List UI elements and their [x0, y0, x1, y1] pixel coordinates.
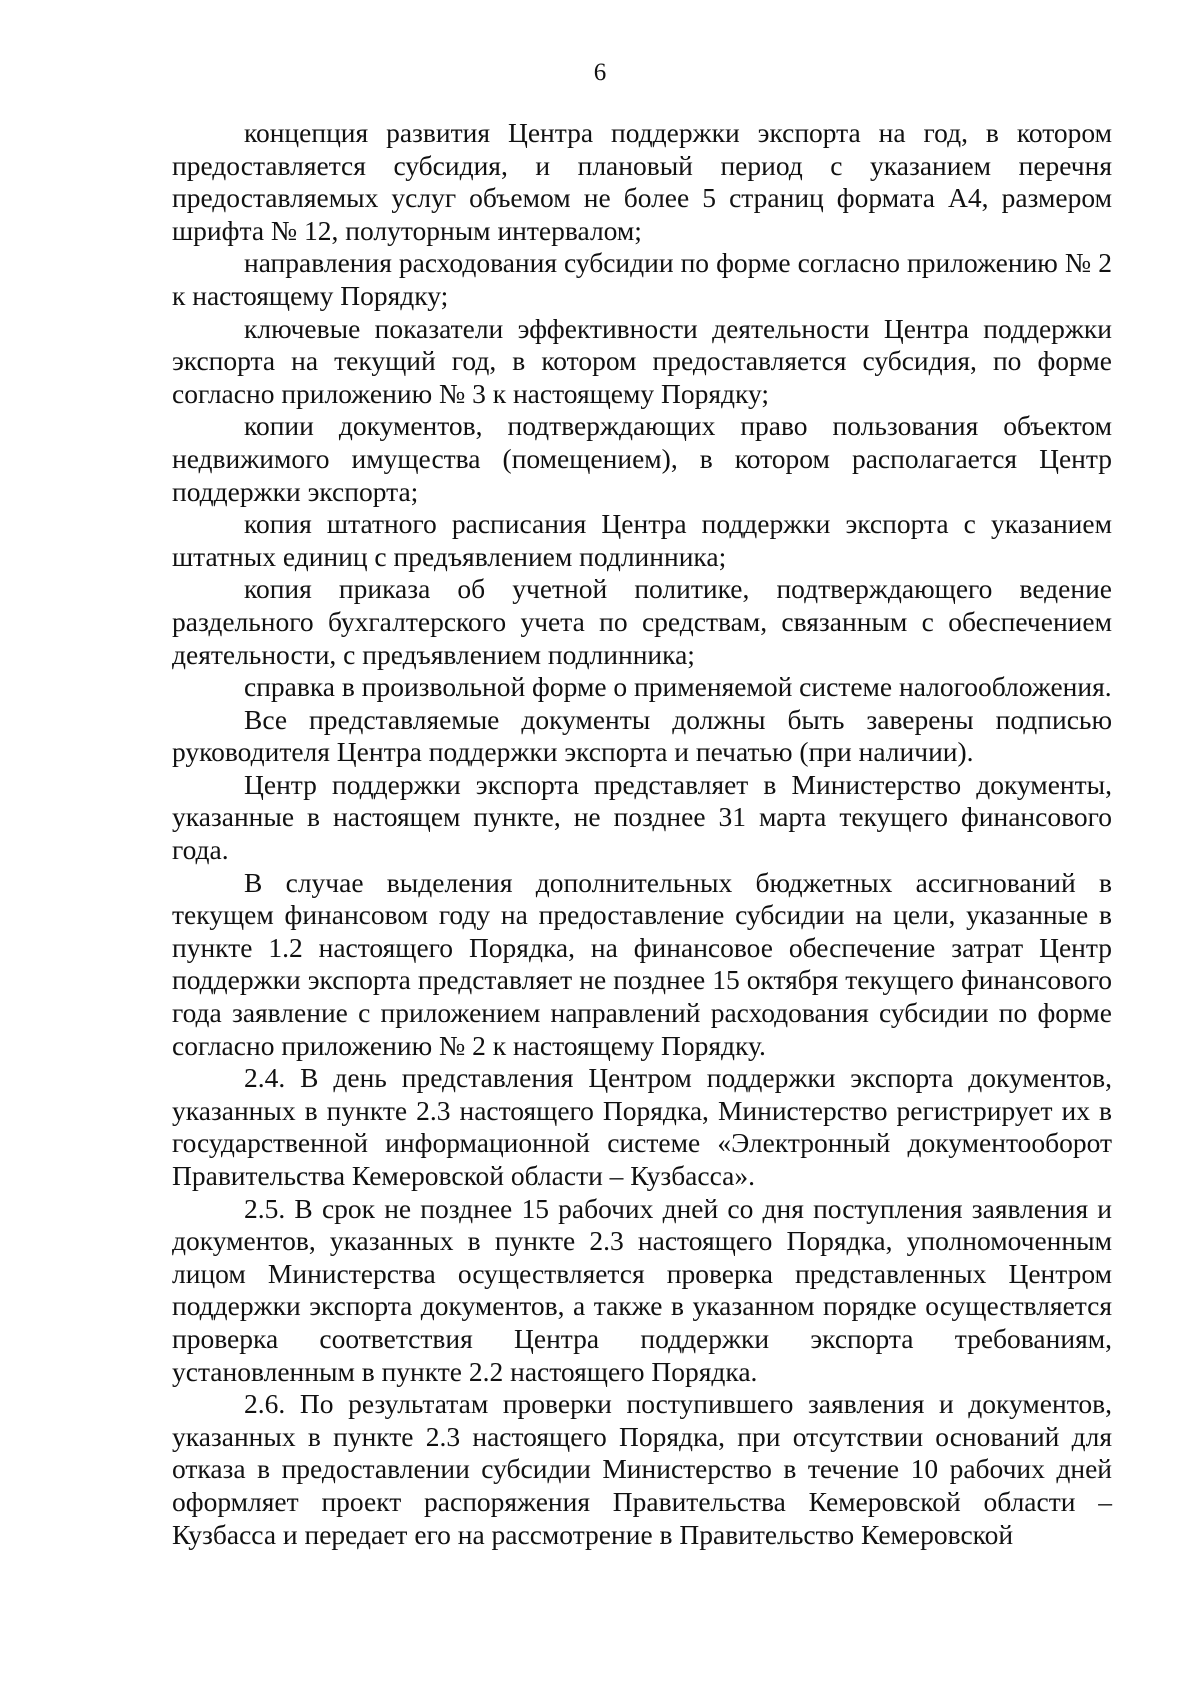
paragraph-tax-system: справка в произвольной форме о применяемой системе налогообложения. [244, 671, 1112, 703]
paragraph-2-4: 2.4. В день представления Центром поддержки экспорта документов, указанных в пункте 2.3 настоящего Порядка, Министерство регистрирует их в государственной информационной системе «Электронный документооборот Правительства Кемеровской области – Кузбасса». [172, 1062, 1112, 1191]
paragraph-concept: концепция развития Центра поддержки экспорта на год, в котором предоставляется субсидия, и плановый период с указанием перечня предоставляемых услуг объемом не более 5 страниц формата А4, размером шрифта № 12, полуторным интервалом; [172, 117, 1112, 246]
paragraph-spending-directions: направления расходования субсидии по форме согласно приложению № 2 к настоящему Порядку; [172, 247, 1112, 311]
paragraph-submission-deadline: Центр поддержки экспорта представляет в Министерство документы, указанные в настоящем пункте, не позднее 31 марта текущего финансового года. [172, 768, 1112, 866]
paragraph-key-indicators: ключевые показатели эффективности деятельности Центра поддержки экспорта на текущий год, в котором предоставляется субсидия, по форме согласно приложению № 3 к настоящему Порядку; [172, 312, 1112, 409]
paragraph-certification: Все представляемые документы должны быть заверены подписью руководителя Центра поддержки экспорта и печатью (при наличии). [172, 703, 1112, 768]
page-number: 6 [593, 59, 607, 86]
paragraph-additional-allocations: В случае выделения дополнительных бюджетных ассигнований в текущем финансовом году на предоставление субсидии на цели, указанные в пункте 1.2 настоящего Порядка, на финансовое обеспечение затрат Центр поддержки экспорта представляет не позднее 15 октября текущего финансового года заявление с приложением направлений расходования субсидии по форме согласно приложению № 2 к настоящему Порядку. [172, 866, 1112, 1061]
paragraph-staff-schedule: копия штатного расписания Центра поддержки экспорта с указанием штатных единиц с предъявлением подлинника; [172, 508, 1112, 572]
paragraph-2-5: 2.5. В срок не позднее 15 рабочих дней со дня поступления заявления и документов, указанных в пункте 2.3 настоящего Порядка, уполномоченным лицом Министерства осуществляется проверка представленных Центром поддержки экспорта документов, а также в указанном порядке осуществляется проверка соответствия Центра поддержки экспорта требованиям, установленным в пункте 2.2 настоящего Порядка. [172, 1192, 1112, 1387]
paragraph-accounting-policy: копия приказа об учетной политике, подтверждающего ведение раздельного бухгалтерского учета по средствам, связанным с обеспечением деятельности, с предъявлением подлинника; [172, 573, 1112, 670]
document-body [172, 117, 1112, 1551]
paragraph-property-documents: копии документов, подтверждающих право пользования объектом недвижимого имущества (помещением), в котором располагается Центр поддержки экспорта; [172, 410, 1112, 507]
paragraph-2-6: 2.6. По результатам проверки поступившего заявления и документов, указанных в пункте 2.3 настоящего Порядка, при отсутствии оснований для отказа в предоставлении субсидии Министерство в течение 10 рабочих дней оформляет проект распоряжения Правительства Кемеровской области – Кузбасса и передает его на рассмотрение в Правительство Кемеровской [172, 1388, 1112, 1550]
